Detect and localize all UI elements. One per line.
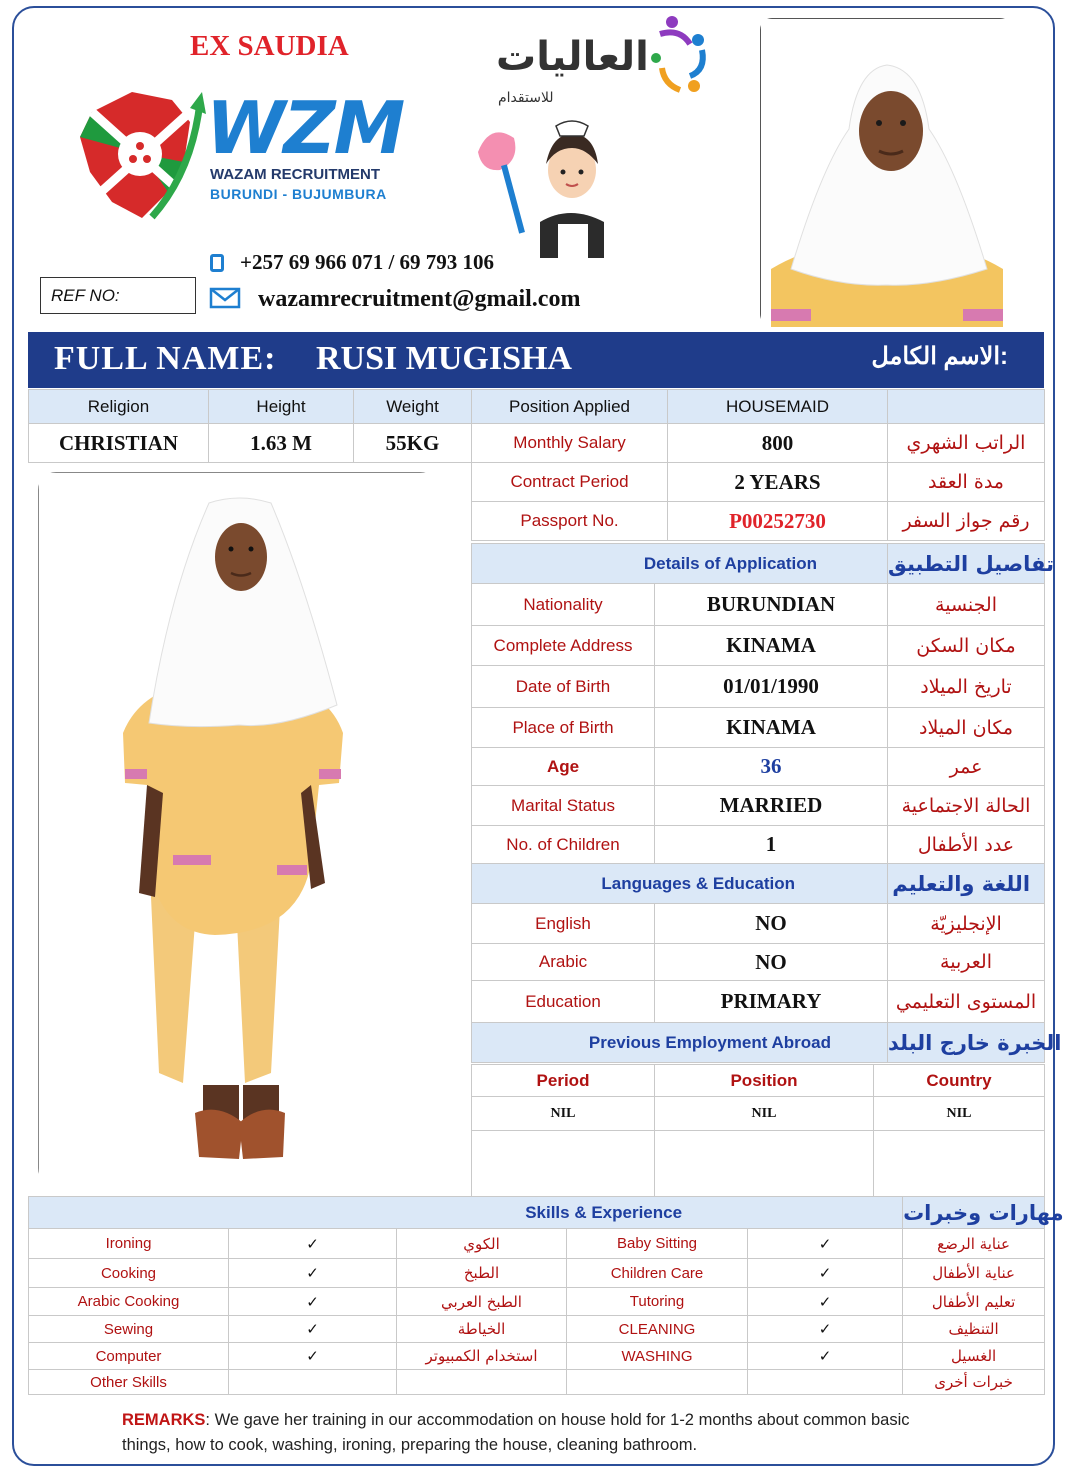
- address-label-ar: مكان السكن: [888, 626, 1045, 666]
- skill-baby-sitting: Baby Sitting: [567, 1229, 748, 1259]
- education-value: PRIMARY: [655, 981, 888, 1023]
- full-name-bar: [28, 332, 1044, 388]
- education-label: Education: [472, 981, 655, 1023]
- agency-logo-text: WZM: [206, 86, 404, 170]
- nationality-label: Nationality: [472, 584, 655, 626]
- pob-value: KINAMA: [655, 708, 888, 748]
- address-label: Complete Address: [472, 626, 655, 666]
- skill-cleaning-check-icon: ✓: [748, 1316, 903, 1343]
- skill-other: Other Skills: [29, 1370, 229, 1395]
- full-body-image: [39, 473, 439, 1187]
- full-name-label-ar: الاسم الكامل:: [871, 343, 1008, 370]
- arabic-value: NO: [655, 944, 888, 981]
- dob-label: Date of Birth: [472, 666, 655, 708]
- details-section-title: Details of Application: [472, 544, 888, 584]
- partner-subtitle: للاستقدام: [498, 90, 554, 106]
- skill-ironing-ar: الكوي: [397, 1229, 567, 1259]
- skill-sewing-check-icon: ✓: [229, 1316, 397, 1343]
- emp-position-header: Position: [655, 1065, 874, 1097]
- height-value: 1.63 M: [209, 424, 354, 463]
- marital-status-label-ar: الحالة الاجتماعية: [888, 786, 1045, 826]
- contract-period-label: Contract Period: [472, 463, 668, 502]
- period-header: Period: [472, 1065, 655, 1097]
- emp-period-value: NIL: [472, 1097, 655, 1131]
- languages-section-title-ar: اللغة والتعليم: [888, 864, 1045, 904]
- details-table: [471, 543, 1062, 1063]
- children-value: 1: [655, 826, 888, 864]
- emp-country-value: NIL: [874, 1097, 1045, 1131]
- contact-phone: [210, 250, 494, 275]
- contact-email: [210, 286, 580, 313]
- skill-children-care: Children Care: [567, 1259, 748, 1288]
- skill-children-care-check-icon: ✓: [748, 1259, 903, 1288]
- passport-label-ar: رقم جواز السفر: [888, 502, 1045, 541]
- position-applied-label: Position Applied: [472, 390, 668, 424]
- skill-arabic-cooking-ar: الطبخ العربي: [397, 1288, 567, 1316]
- skill-tutoring-check-icon: ✓: [748, 1288, 903, 1316]
- partner-name: العاليات: [496, 34, 649, 80]
- skill-cleaning-ar: التنظيف: [903, 1316, 1045, 1343]
- portrait-photo: [760, 18, 1012, 326]
- pob-label-ar: مكان الميلاد: [888, 708, 1045, 748]
- english-value: NO: [655, 904, 888, 944]
- religion-value: CHRISTIAN: [29, 424, 209, 463]
- skill-cooking-check-icon: ✓: [229, 1259, 397, 1288]
- phone-number: +257 69 966 071 / 69 793 106: [240, 250, 495, 274]
- maid-cartoon-icon: [470, 112, 630, 258]
- address-value: KINAMA: [655, 626, 888, 666]
- emp-position-value: NIL: [655, 1097, 874, 1131]
- pob-label: Place of Birth: [472, 708, 655, 748]
- portrait-image: [761, 19, 1013, 327]
- salary-label: Monthly Salary: [472, 424, 668, 463]
- skills-section-title: Skills & Experience: [29, 1197, 903, 1229]
- basics-table: [28, 389, 472, 463]
- skill-arabic-cooking-check-icon: ✓: [229, 1288, 397, 1316]
- remarks-label: REMARKS: [122, 1411, 206, 1429]
- contract-period-label-ar: مدة العقد: [888, 463, 1045, 502]
- skill-computer: Computer: [29, 1343, 229, 1370]
- skill-washing: WASHING: [567, 1343, 748, 1370]
- nationality-value: BURUNDIAN: [655, 584, 888, 626]
- employment-section-title: Previous Employment Abroad: [472, 1023, 888, 1063]
- details-section-title-ar: تفاصيل التطبيق: [888, 544, 1045, 584]
- skill-computer-ar: استخدام الكمبيوتر: [397, 1343, 567, 1370]
- skill-ironing-check-icon: ✓: [229, 1229, 397, 1259]
- age-value: 36: [655, 748, 888, 786]
- burundi-map-logo-icon: [72, 82, 208, 224]
- emp-blank-cell: [655, 1131, 874, 1197]
- ref-number-box: [40, 277, 196, 314]
- employment-table: [471, 1064, 1045, 1197]
- emp-blank-cell: [874, 1131, 1045, 1197]
- skill-cleaning: CLEANING: [567, 1316, 748, 1343]
- age-label: Age: [472, 748, 655, 786]
- weight-value: 55KG: [354, 424, 472, 463]
- skill-washing-check-icon: ✓: [748, 1343, 903, 1370]
- position-applied-value: HOUSEMAID: [668, 390, 888, 424]
- skill-other-blank: [567, 1370, 748, 1395]
- ref-label: REF NO:: [51, 286, 120, 305]
- religion-header: Religion: [29, 390, 209, 424]
- skill-other-blank: [748, 1370, 903, 1395]
- skills-table: [28, 1196, 1064, 1395]
- partner-logo-icon: [650, 14, 714, 100]
- skill-other-ar: خبرات أخرى: [903, 1370, 1045, 1395]
- skill-tutoring-ar: تعليم الأطفال: [903, 1288, 1045, 1316]
- salary-label-ar: الراتب الشهري: [888, 424, 1045, 463]
- skill-baby-sitting-check-icon: ✓: [748, 1229, 903, 1259]
- employment-section-title-ar: الخبرة خارج البلد: [888, 1023, 1045, 1063]
- country-header: Country: [874, 1065, 1045, 1097]
- arabic-label-ar: العربية: [888, 944, 1045, 981]
- english-label-ar: الإنجليزيّة: [888, 904, 1045, 944]
- skill-other-blank: [229, 1370, 397, 1395]
- age-label-ar: عمر: [888, 748, 1045, 786]
- marital-status-value: MARRIED: [655, 786, 888, 826]
- email-address: wazamrecruitment@gmail.com: [258, 286, 581, 312]
- marital-status-label: Marital Status: [472, 786, 655, 826]
- agency-location: BURUNDI - BUJUMBURA: [210, 186, 387, 202]
- passport-label: Passport No.: [472, 502, 668, 541]
- remarks-text: : We gave her training in our accommodation on house hold for 1-2 months about common basic things, how to cook, washing, ironing, preparing the house, cleaning bathroom.: [122, 1411, 910, 1454]
- skill-other-blank: [397, 1370, 567, 1395]
- remarks-block: [122, 1408, 922, 1458]
- children-label-ar: عدد الأطفال: [888, 826, 1045, 864]
- phone-icon: [210, 254, 224, 272]
- agency-name: WAZAM RECRUITMENT: [210, 166, 380, 183]
- passport-value: P00252730: [668, 502, 888, 541]
- position-applied-blank: [888, 390, 1045, 424]
- education-label-ar: المستوى التعليمي: [888, 981, 1045, 1023]
- salary-value: 800: [668, 424, 888, 463]
- children-label: No. of Children: [472, 826, 655, 864]
- nationality-label-ar: الجنسية: [888, 584, 1045, 626]
- skill-washing-ar: الغسيل: [903, 1343, 1045, 1370]
- languages-section-title: Languages & Education: [472, 864, 888, 904]
- skill-tutoring: Tutoring: [567, 1288, 748, 1316]
- job-table: [471, 389, 1045, 541]
- skill-computer-check-icon: ✓: [229, 1343, 397, 1370]
- skill-cooking: Cooking: [29, 1259, 229, 1288]
- full-body-photo: [38, 472, 438, 1186]
- full-name-value: RUSI MUGISHA: [316, 340, 572, 377]
- dob-value: 01/01/1990: [655, 666, 888, 708]
- full-name-label: FULL NAME:: [54, 340, 277, 377]
- weight-header: Weight: [354, 390, 472, 424]
- skill-ironing: Ironing: [29, 1229, 229, 1259]
- skill-children-care-ar: عناية الأطفال: [903, 1259, 1045, 1288]
- skills-section-title-ar: مهارات وخبرات: [903, 1197, 1045, 1229]
- height-header: Height: [209, 390, 354, 424]
- arabic-label: Arabic: [472, 944, 655, 981]
- emp-blank-cell: [472, 1131, 655, 1197]
- english-label: English: [472, 904, 655, 944]
- skill-arabic-cooking: Arabic Cooking: [29, 1288, 229, 1316]
- skill-cooking-ar: الطبخ: [397, 1259, 567, 1288]
- ex-saudia-label: EX SAUDIA: [190, 30, 349, 62]
- skill-sewing: Sewing: [29, 1316, 229, 1343]
- envelope-icon: [210, 288, 240, 308]
- contract-period-value: 2 YEARS: [668, 463, 888, 502]
- skill-baby-sitting-ar: عناية الرضع: [903, 1229, 1045, 1259]
- skill-sewing-ar: الخياطة: [397, 1316, 567, 1343]
- dob-label-ar: تاريخ الميلاد: [888, 666, 1045, 708]
